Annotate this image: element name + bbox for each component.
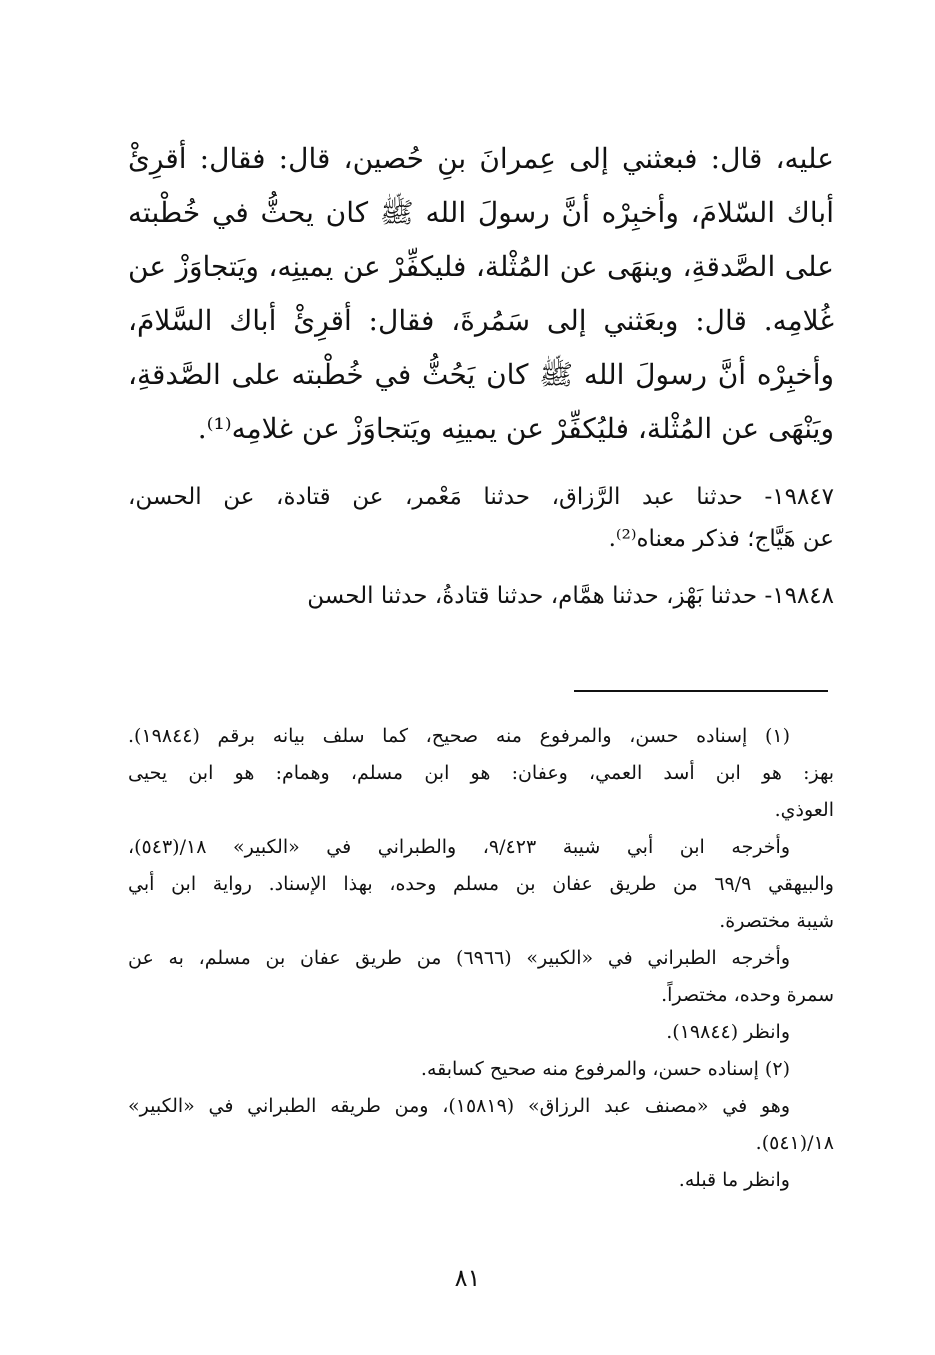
hadith-line: ١٩٨٤٧- حدثنا عبد الرَّزاق، حدثنا مَعْمر، عن قتادة، عن الحسن، (128, 484, 834, 510)
footnote-1-line: وأخرجه الطبراني في «الكبير» (٦٩٦٦) من طريق عفان بن مسلم، به عن (128, 947, 790, 969)
footnote-1-line: سمرة وحده، مختصراً. (661, 984, 834, 1006)
footnote-separator (574, 690, 828, 692)
page-number: ٨١ (454, 1264, 481, 1292)
main-text-line: ويَنْهَى عن المُثْلة، فليُكفِّرْ عن يمينِه ويَتجاوَزْ عن غلامِه⁽¹⁾. (197, 412, 834, 445)
main-text-line: وأخبِرْه أنَّ رسولَ الله ﷺ كان يَحُثُّ في خُطْبته على الصَّدقةِ، (128, 358, 834, 391)
hadith-entry-19848 (128, 575, 834, 617)
footnote-1-line: شيبة مختصرة. (719, 910, 834, 932)
hadith-line: عن هَيَّاج؛ فذكر معناه⁽²⁾. (608, 526, 834, 552)
hadith-line: ١٩٨٤٨- حدثنا بَهْز، حدثنا همَّام، حدثنا قتادةُ، حدثنا الحسن (307, 583, 834, 609)
footnotes-block (128, 718, 834, 1199)
main-text-block (128, 132, 834, 456)
footnote-1-line: وانظر (١٩٨٤٤). (666, 1021, 790, 1043)
main-text-line: غُلامِه. قال: وبعَثني إلى سَمُرةَ، فقال: أقرِئْ أباك السَّلامَ، (128, 304, 834, 337)
footnote-2-line: وانظر ما قبله. (678, 1169, 790, 1191)
footnote-1-line: (١) إسناده حسن، والمرفوع منه صحيح، كما سلف بيانه برقم (١٩٨٤٤). (128, 725, 790, 747)
main-text-line: عليه، قال: فبعثني إلى عِمرانَ بنِ حُصين، قال: فقال: أقرِئْ (128, 142, 834, 175)
footnote-2-line: وهو في «مصنف عبد الرزاق» (١٥٨١٩)، ومن طريقه الطبراني في «الكبير» (128, 1095, 790, 1117)
footnote-1-line: والبيهقي ٦٩/٩ من طريق عفان بن مسلم وحده، بهذا الإسناد. رواية ابن أبي (128, 873, 834, 895)
main-text-line: على الصَّدقةِ، وينهَى عن المُثْلة، فليكفِّرْ عن يمينِه، ويَتجاوَزْ عن (128, 250, 834, 283)
footnote-2-line: (٢) إسناده حسن، والمرفوع منه صحيح كسابقه. (420, 1058, 790, 1080)
footnote-1-line: بهز: هو ابن أسد العمي، وعفان: هو ابن مسلم، وهمام: هو ابن يحيى (128, 762, 834, 784)
hadith-entry-19847 (128, 476, 834, 560)
main-text-line: أباك السّلامَ، وأخبِرْه أنَّ رسولَ الله ﷺ كان يحثُّ في خُطْبته (128, 196, 834, 229)
footnote-1-line: وأخرجه ابن أبي شيبة ٩/٤٢٣، والطبراني في «الكبير» ١٨/(٥٤٣)، (128, 836, 791, 858)
footnote-1-line: العوذي. (774, 799, 834, 821)
footnote-2-line: ١٨/(٥٤١). (755, 1132, 834, 1154)
